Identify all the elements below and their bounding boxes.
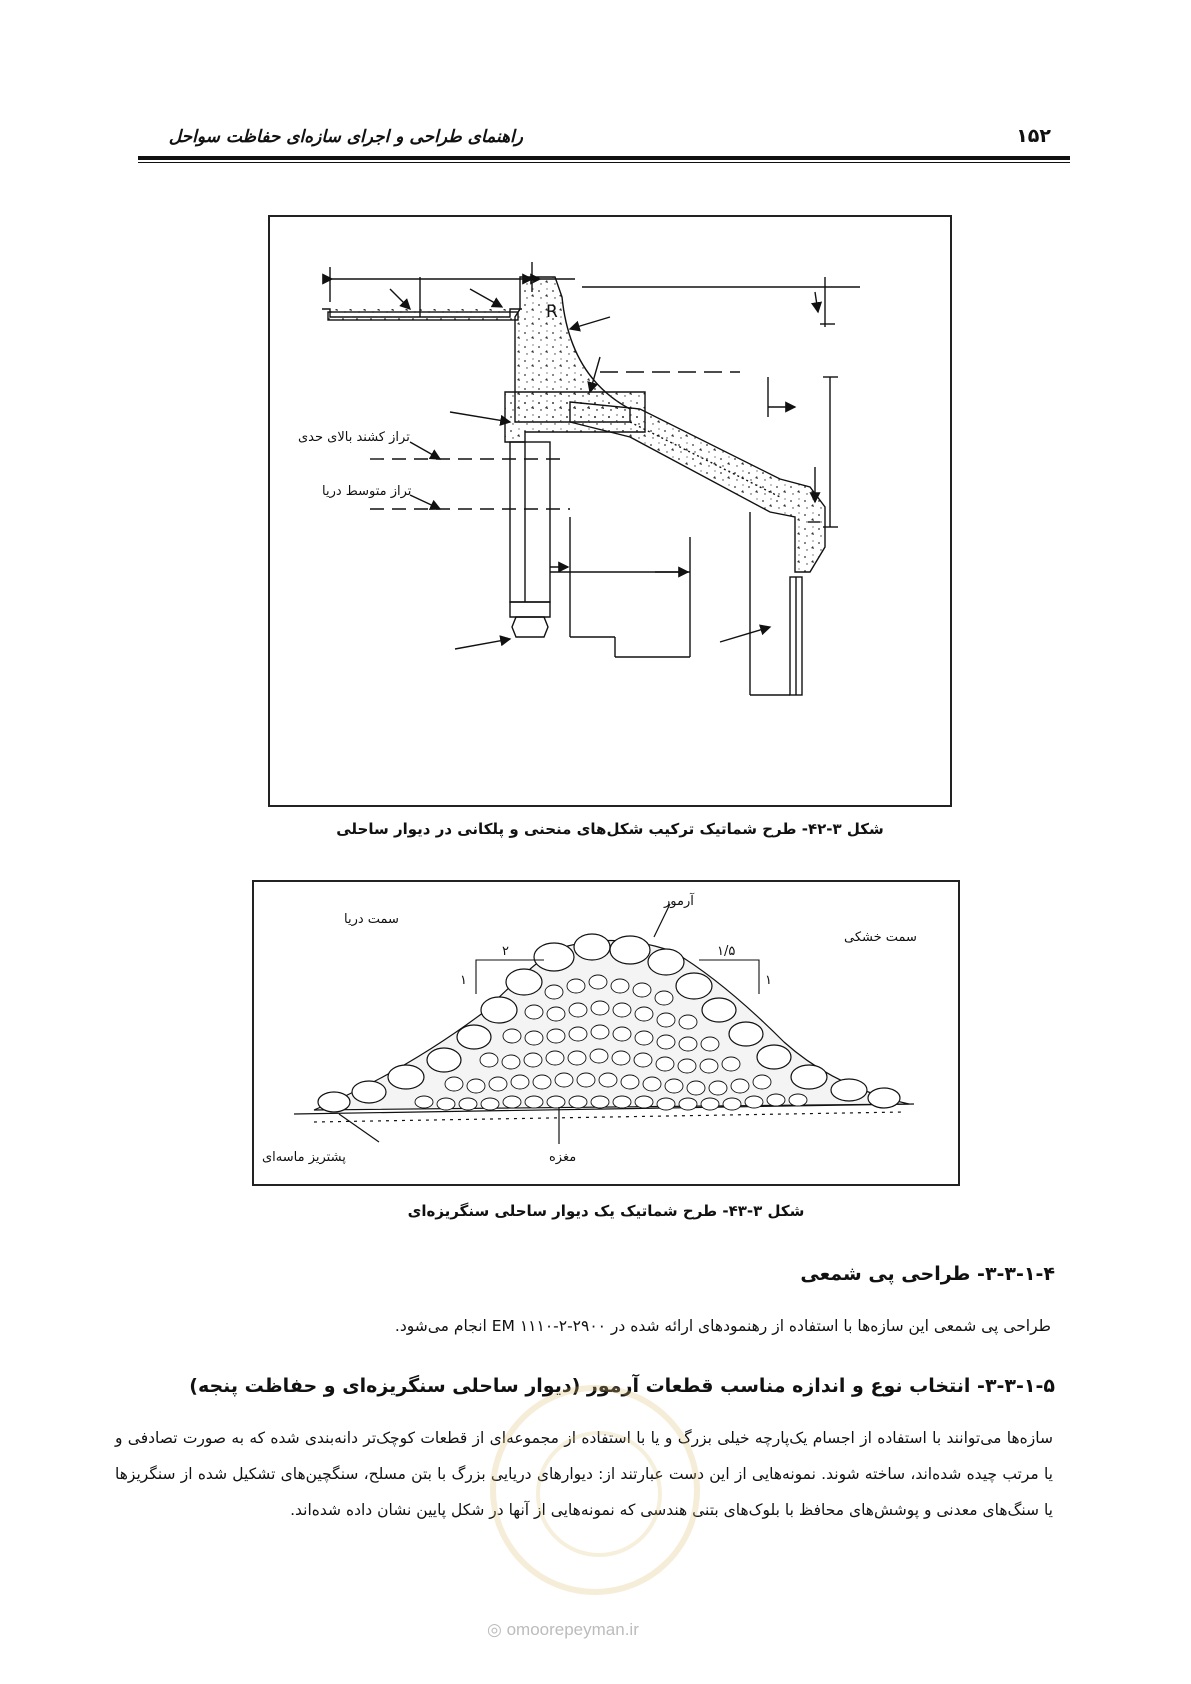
figure-seawall-schematic: [268, 215, 952, 807]
slope-right-horizontal: ۱/۵: [717, 944, 736, 959]
armor-label: آرمور: [664, 894, 694, 909]
paragraph-pile-foundation: طراحی پی شمعی این سازه‌ها با استفاده از رهنمودهای ارائه شده در EM ۱۱۱۰-۲-۲۹۰۰ انجام می‌شود.: [394, 1317, 1051, 1335]
paragraph-armor-selection: سازه‌ها می‌توانند با استفاده از اجسام یک‌پارچه خیلی بزرگ و یا با استفاده از مجموعه‌ای از قطعات کوچک‌تر دانه‌بندی شده که به صورت تصادفی و یا مرتب چیده شده‌اند، ساخته شوند. نمونه‌هایی از این دست عبارتند از: دیوارهای دریایی بزرگ با بتن مسلح، سنگچین‌های تشکیل شده از سنگریزها یا سنگ‌های معدنی و پوشش‌های محافظ با بلوک‌های بتنی هندسی که نمونه‌هایی از آنها در شکل پایین نشان داده شده‌اند.: [115, 1429, 1053, 1519]
running-header-title: راهنمای طراحی و اجرای سازه‌ای حفاظت سواحل: [168, 127, 523, 147]
at-icon: ◎: [487, 1620, 502, 1639]
slope-left-vertical: ۱: [460, 973, 467, 988]
slope-right-vertical: ۱: [765, 973, 772, 988]
watermark-emblem: [490, 1385, 700, 1595]
slope-left-horizontal: ۲: [502, 944, 509, 959]
sea-side-label: سمت دریا: [344, 912, 399, 927]
sand-fill-label: پشتریز ماسه‌ای: [262, 1150, 346, 1165]
land-side-label: سمت خشکی: [844, 930, 917, 945]
watermark-text: omoorepeyman.ir: [506, 1620, 639, 1639]
section-heading-pile-foundation: ۳-۳-۱-۴- طراحی پی شمعی: [800, 1263, 1055, 1285]
figure-2-caption: شکل ۳-۴۳- طرح شماتیک یک دیوار ساحلی سنگریزه‌ای: [407, 1202, 805, 1220]
rubble-mound-drawing: [254, 882, 958, 1184]
figure-1-caption: شکل ۳-۴۲- طرح شماتیک ترکیب شکل‌های منحنی و پلکانی در دیوار ساحلی: [336, 820, 884, 838]
header-rule-thin: [138, 162, 1070, 163]
mean-sea-level-label: تراز متوسط دریا: [322, 484, 412, 499]
high-tide-label: تراز کشند بالای حدی: [298, 430, 410, 445]
seawall-drawing: [270, 217, 950, 805]
radius-label: R: [546, 302, 558, 322]
core-label: مغزه: [549, 1150, 577, 1165]
page-number: ۱۵۲: [1016, 125, 1051, 147]
header-rule-thick: [138, 156, 1070, 160]
watermark-url: [487, 1620, 639, 1640]
figure-rubble-seawall: [252, 880, 960, 1186]
section-heading-armor-selection: ۳-۳-۱-۵- انتخاب نوع و اندازه مناسب قطعات آرمور (دیوار ساحلی سنگریزه‌ای و حفاظت پنجه): [189, 1375, 1055, 1397]
